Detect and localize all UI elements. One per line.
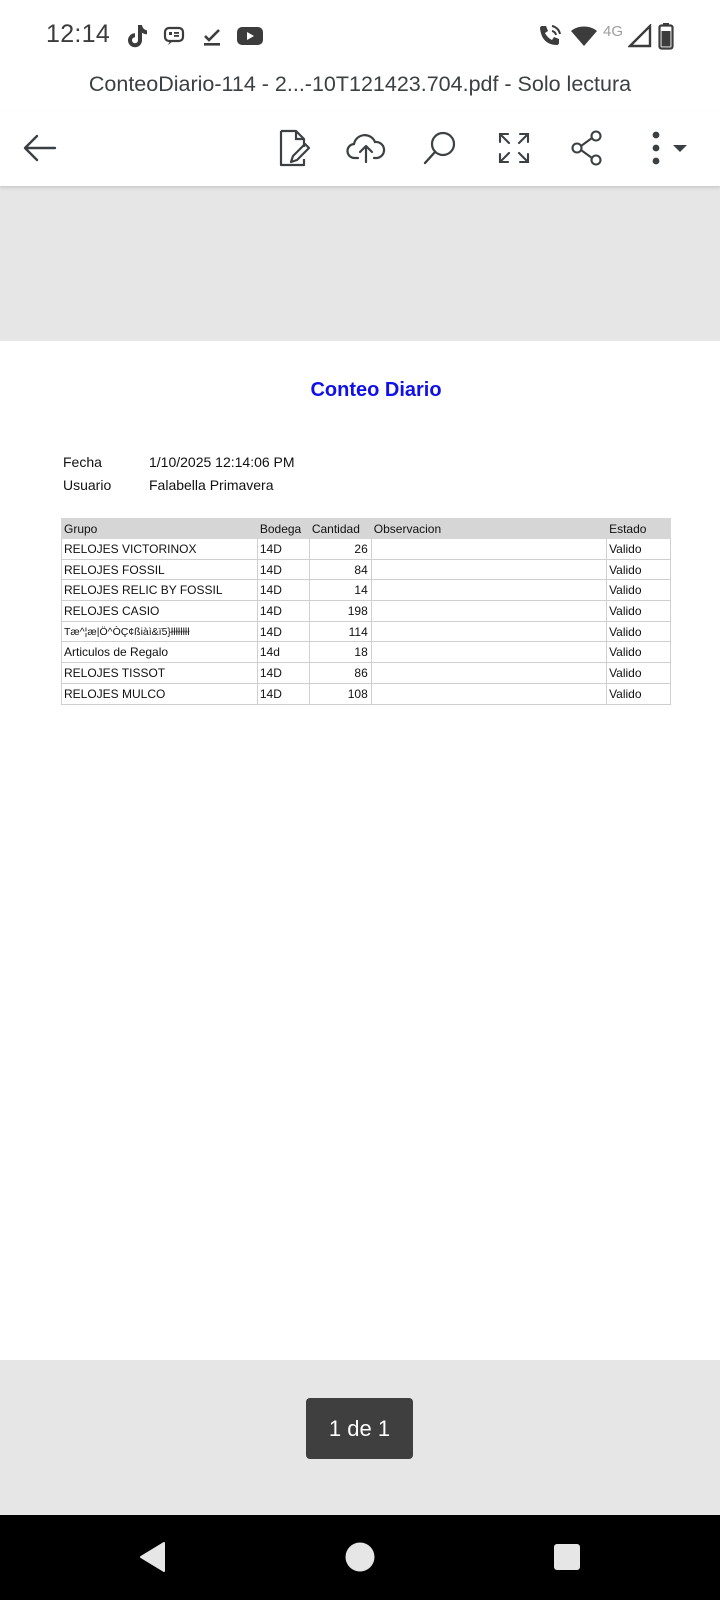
table-row xyxy=(62,642,671,663)
signal-icon xyxy=(626,22,654,50)
more-options-button[interactable] xyxy=(640,122,700,174)
cell-estado: Valido xyxy=(607,559,671,580)
cell-observacion xyxy=(371,621,606,642)
cell-grupo: Tæ^¦æ|Ö^ÒÇ¢ßiàì&ï5}łłłłłłłł xyxy=(62,621,258,642)
cell-cantidad: 26 xyxy=(309,539,371,560)
pdf-page[interactable] xyxy=(0,341,720,1360)
table-row xyxy=(62,559,671,580)
document-title: ConteoDiario-114 - 2...-10T121423.704.pdf - Solo lectura xyxy=(88,72,632,96)
table-row xyxy=(62,580,671,601)
header-cantidad: Cantidad xyxy=(309,519,371,539)
cell-bodega: 14D xyxy=(257,683,309,704)
cell-cantidad: 198 xyxy=(309,601,371,622)
chat-icon xyxy=(160,22,188,50)
table-row xyxy=(62,683,671,704)
fecha-label: Fecha xyxy=(63,454,102,470)
status-time: 12:14 xyxy=(46,20,111,48)
table-row xyxy=(62,663,671,684)
cell-grupo: RELOJES FOSSIL xyxy=(62,559,258,580)
cell-cantidad: 18 xyxy=(309,642,371,663)
header-grupo: Grupo xyxy=(62,519,258,539)
cell-estado: Valido xyxy=(607,642,671,663)
more-options-icon xyxy=(644,130,696,166)
header-bodega: Bodega xyxy=(257,519,309,539)
cell-cantidad: 114 xyxy=(309,621,371,642)
count-table xyxy=(61,518,671,705)
search-button[interactable] xyxy=(414,122,466,174)
cell-bodega: 14D xyxy=(257,601,309,622)
cell-estado: Valido xyxy=(607,539,671,560)
cell-bodega: 14D xyxy=(257,539,309,560)
header-observacion: Observacion xyxy=(371,519,606,539)
cell-grupo: RELOJES MULCO xyxy=(62,683,258,704)
cell-observacion xyxy=(371,683,606,704)
cell-cantidad: 108 xyxy=(309,683,371,704)
cell-grupo: RELOJES VICTORINOX xyxy=(62,539,258,560)
nav-home-button[interactable] xyxy=(338,1535,382,1579)
cell-estado: Valido xyxy=(607,601,671,622)
edit-document-icon xyxy=(277,129,311,167)
edit-button[interactable] xyxy=(268,122,320,174)
download-done-icon xyxy=(198,22,226,50)
cell-observacion xyxy=(371,642,606,663)
navigation-bar xyxy=(0,1515,720,1600)
cell-grupo: RELOJES TISSOT xyxy=(62,663,258,684)
cell-grupo: Articulos de Regalo xyxy=(62,642,258,663)
nav-recents-button[interactable] xyxy=(545,1535,589,1579)
cell-estado: Valido xyxy=(607,683,671,704)
header-estado: Estado xyxy=(607,519,671,539)
nav-home-icon xyxy=(343,1540,377,1574)
cell-bodega: 14d xyxy=(257,642,309,663)
usuario-value: Falabella Primavera xyxy=(149,477,274,493)
cell-estado: Valido xyxy=(607,580,671,601)
youtube-icon xyxy=(236,22,264,50)
back-arrow-icon xyxy=(22,133,58,163)
battery-icon xyxy=(652,22,680,50)
cell-bodega: 14D xyxy=(257,663,309,684)
nav-back-icon xyxy=(136,1540,170,1574)
table-row xyxy=(62,539,671,560)
report-heading: Conteo Diario xyxy=(310,379,442,401)
table-header-row xyxy=(62,519,671,539)
viewer-background-top xyxy=(0,186,720,341)
cell-observacion xyxy=(371,559,606,580)
status-bar xyxy=(0,0,720,70)
nav-recents-icon xyxy=(550,1540,584,1574)
wifi-icon xyxy=(570,22,598,50)
table-row xyxy=(62,601,671,622)
cloud-upload-icon xyxy=(346,132,386,164)
cloud-upload-button[interactable] xyxy=(340,122,392,174)
fecha-value: 1/10/2025 12:14:06 PM xyxy=(149,454,295,470)
cell-bodega: 14D xyxy=(257,580,309,601)
page-indicator: 1 de 1 xyxy=(306,1398,413,1459)
table-row xyxy=(62,621,671,642)
usuario-label: Usuario xyxy=(63,477,112,493)
cell-observacion xyxy=(371,663,606,684)
cell-cantidad: 84 xyxy=(309,559,371,580)
back-button[interactable] xyxy=(14,122,66,174)
cell-grupo: RELOJES CASIO xyxy=(62,601,258,622)
share-button[interactable] xyxy=(561,122,613,174)
cell-estado: Valido xyxy=(607,663,671,684)
nav-back-button[interactable] xyxy=(131,1535,175,1579)
cell-observacion xyxy=(371,539,606,560)
cell-cantidad: 14 xyxy=(309,580,371,601)
network-type: 4G xyxy=(603,23,624,40)
toolbar xyxy=(0,112,720,186)
cell-observacion xyxy=(371,580,606,601)
share-icon xyxy=(570,130,604,166)
cell-grupo: RELOJES RELIC BY FOSSIL xyxy=(62,580,258,601)
cell-bodega: 14D xyxy=(257,621,309,642)
tiktok-icon xyxy=(123,22,151,50)
cell-cantidad: 86 xyxy=(309,663,371,684)
wifi-calling-icon xyxy=(536,22,564,50)
cell-bodega: 14D xyxy=(257,559,309,580)
fullscreen-icon xyxy=(497,131,531,165)
cell-observacion xyxy=(371,601,606,622)
cell-estado: Valido xyxy=(607,621,671,642)
fullscreen-button[interactable] xyxy=(488,122,540,174)
search-icon xyxy=(422,130,458,166)
